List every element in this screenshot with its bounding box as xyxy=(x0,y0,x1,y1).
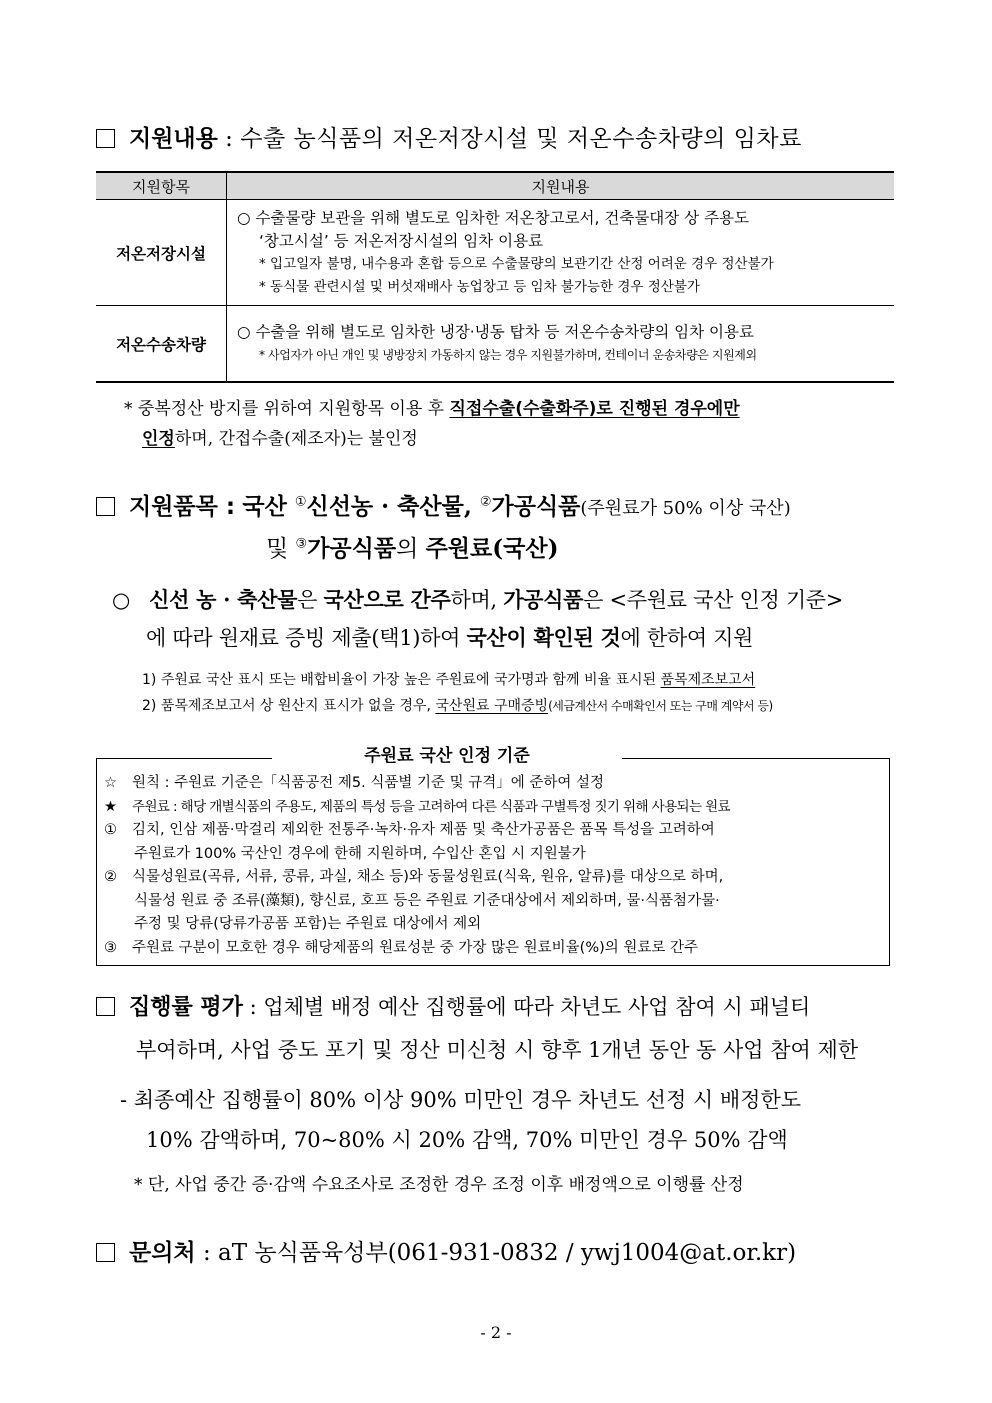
criteria-line: 주원료가 100% 국산인 경우에 한해 지원하며, 수입산 혼입 시 지원불가 xyxy=(134,845,586,862)
criteria-title: 주원료 국산 인정 기준 xyxy=(272,743,622,769)
section-exec: 집행률 평가 : 업체별 배정 예산 집행률에 따라 차년도 사업 참여 시 패널티 xyxy=(96,990,810,1021)
items-bullet: ○ 신선 농 · 축산물은 국산으로 간주하며, 가공식품은 <주원료 국산 인정 기준> xyxy=(112,587,844,612)
table-cell-item: 저온수송차량 xyxy=(96,306,227,383)
table-row xyxy=(96,306,894,383)
criteria-line: ★ 주원료 : 해당 개별식품의 주용도, 제품의 특성 등을 고려하여 다른 식품과 구별특정 짓기 위해 사용되는 원료 xyxy=(104,798,730,815)
exec-dash-1: - 최종예산 집행률이 80% 이상 90% 미만인 경우 차년도 선정 시 배정한도 xyxy=(120,1088,802,1112)
footnote-2: 2) 품목제조보고서 상 원산지 표시가 없을 경우, 국산원료 구매증빙(세금계산서 수매확인서 또는 구매 계약서 등) xyxy=(142,698,773,714)
checkbox-square-icon xyxy=(96,497,115,516)
table-header: 지원항목 xyxy=(96,172,227,200)
dup-note-cont: 인정하며, 간접수출(제조자)는 불인정 xyxy=(142,429,418,449)
support-table xyxy=(96,171,894,383)
criteria-line: ☆ 원칙 : 주원료 기준은「식품공전 제5. 식품별 기준 및 규격」에 준하여 설정 xyxy=(104,775,604,791)
table-cell-item: 저온저장시설 xyxy=(96,200,227,306)
section-items: 지원품목 : 국산 ①신선농 · 축산물, ②가공식품(주원료가 50% 이상 국산) xyxy=(96,488,791,521)
table-row xyxy=(96,200,894,306)
criteria-line: 주정 및 당류(당류가공품 포함)는 주원료 대상에서 제외 xyxy=(134,916,482,932)
table-header: 지원내용 xyxy=(227,172,895,200)
criteria-line: ③ 주원료 구분이 모호한 경우 해당제품의 원료성분 중 가장 많은 원료비율(%)의 원료로 간주 xyxy=(104,939,699,956)
page-number: - 2 - xyxy=(480,1323,512,1342)
section-text: 수출 농식품의 저온저장시설 및 저온수송차량의 임차료 xyxy=(240,126,802,152)
footnote-1: 1) 주원료 국산 표시 또는 배합비율이 가장 높은 주원료에 국가명과 함께 비율 표시된 품목제조보고서 xyxy=(142,672,756,688)
section-support: 지원내용 : 수출 농식품의 저온저장시설 및 저온수송차량의 임차료 xyxy=(96,120,802,153)
checkbox-square-icon xyxy=(96,997,115,1016)
table-cell-content: ○ 수출을 위해 별도로 임차한 냉장·냉동 탑차 등 저온수송차량의 임차 이용료 * 사업자가 아닌 개인 및 냉방장치 가동하지 않는 경우 지원불가하며, 컨테이너 운송차량은 지원제외 xyxy=(227,306,895,383)
criteria-line: 식물성 원료 중 조류(藻類), 향신료, 호프 등은 주원료 기준대상에서 제외하며, 물·식품첨가물· xyxy=(134,892,720,909)
table-cell-content: ○ 수출물량 보관을 위해 별도로 임차한 저온창고로서, 건축물대장 상 주용도 ‘창고시설’ 등 저온저장시설의 임차 이용료 * 입고일자 불명, 내수용과 혼합 등으로 수출물량의 보관기간 산정 어려운 경우 정산불가 * 동식물 관련시설 및 버섯재배사 농업창고 등 임차 불가능한 경우 정산불가 xyxy=(227,200,895,306)
checkbox-square-icon xyxy=(96,1243,115,1262)
criteria-line: ② 식물성원료(곡류, 서류, 콩류, 과실, 채소 등)와 동물성원료(식육, 원유, 알류)를 대상으로 하며, xyxy=(104,869,724,885)
section-items-cont: 및 ③가공식품의 주원료(국산) xyxy=(266,535,559,562)
section-contact: 문의처 : aT 농식품육성부(061-931-0832 / ywj1004@at.or.kr) xyxy=(96,1234,796,1267)
criteria-lines xyxy=(104,772,730,960)
exec-note: * 단, 사업 중간 증·감액 수요조사로 조정한 경우 조정 이후 배정액으로 이행률 산정 xyxy=(134,1175,744,1195)
contact-text: aT 농식품육성부(061-931-0832 / ywj1004@at.or.kr) xyxy=(218,1240,797,1266)
criteria-line: ① 김치, 인삼 제품·막걸리 제외한 전통주·녹차·유자 제품 및 축산가공품은 품목 특성을 고려하여 xyxy=(104,822,715,838)
section-heading: 지원내용 xyxy=(129,126,218,152)
items-bullet-cont: 에 따라 원재료 증빙 제출(택1)하여 국산이 확인된 것에 한하여 지원 xyxy=(146,625,754,650)
exec-dash-2: 10% 감액하며, 70~80% 시 20% 감액, 70% 미만인 경우 50% 감액 xyxy=(146,1128,788,1152)
section-exec-cont: 부여하며, 사업 중도 포기 및 정산 미신청 시 향후 1개년 동안 동 사업 참여 제한 xyxy=(136,1038,859,1062)
dup-note: * 중복정산 방지를 위하여 지원항목 이용 후 직접수출(수출화주)로 진행된 경우에만 xyxy=(124,399,740,419)
table-header-row xyxy=(96,172,894,200)
checkbox-square-icon xyxy=(96,129,115,148)
